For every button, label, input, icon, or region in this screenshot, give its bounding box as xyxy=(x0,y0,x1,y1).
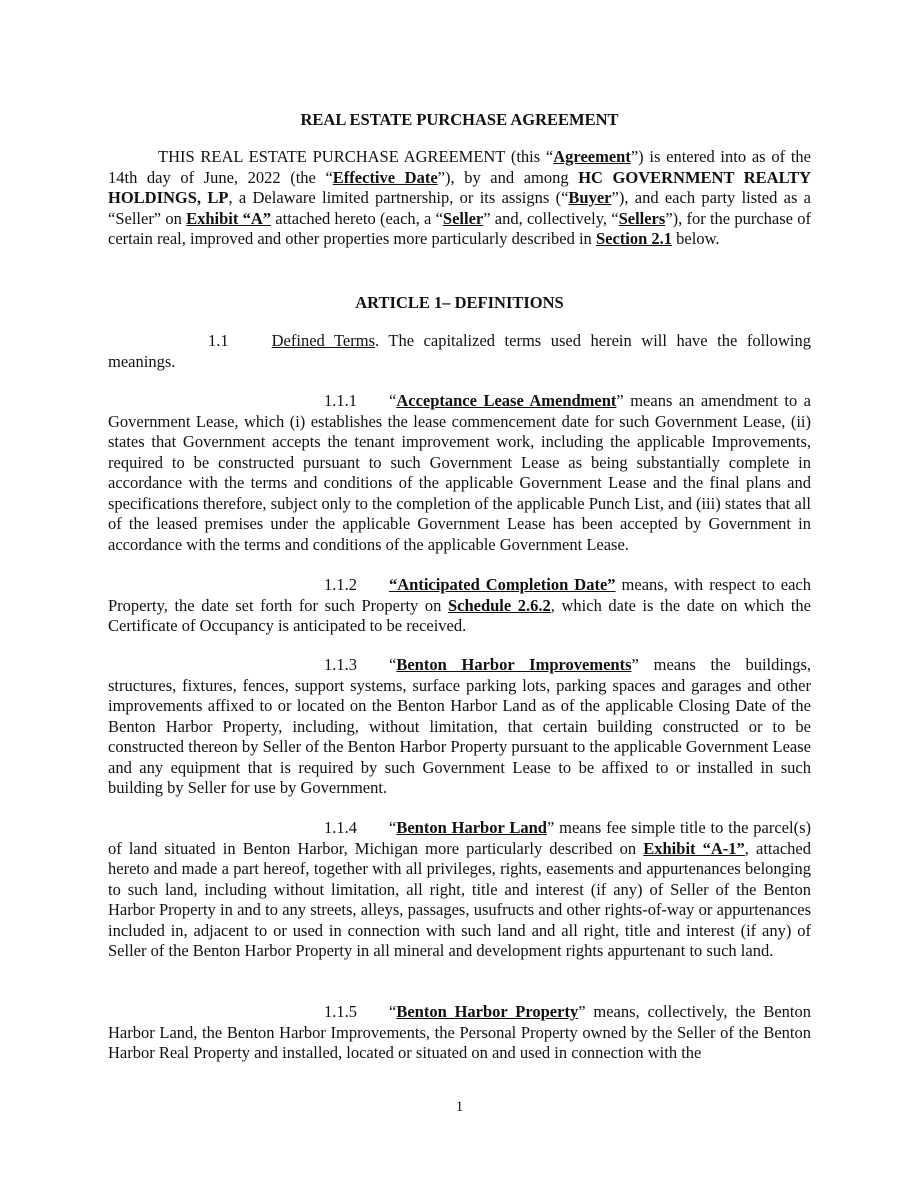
section-2-1-reference: Section 2.1 xyxy=(595,229,673,248)
section-number: 1.1 xyxy=(208,331,229,350)
definition-number: 1.1.2 xyxy=(324,575,357,594)
definition-1-1-2: 1.1.2 “Anticipated Completion Date” means, with respect to each Property, the date set forth for such Property on Schedule 2.6.2, which date is the date on which the Certificate of Occupancy is anticipated to be received. xyxy=(108,575,812,635)
defined-term: “Anticipated Completion Date” xyxy=(389,575,616,594)
section-1-1: 1.1 Defined Terms. The capitalized terms used herein will have the following meanings. xyxy=(108,331,812,371)
buyer-name: HC GOVERNMENT REALTY HOLDINGS, LP xyxy=(108,167,812,207)
defined-term: Benton Harbor Property xyxy=(396,1002,579,1021)
definition-1-1-5: 1.1.5 “Benton Harbor Property” means, collectively, the Benton Harbor Land, the Benton Harbor Improvements, the Personal Property owned by the Seller of the Benton Harbor Real Property and installed, located or situated on and used in connection with the xyxy=(108,1002,811,1062)
defined-term: Acceptance Lease Amendment xyxy=(396,391,617,410)
definition-1-1-4: 1.1.4 “Benton Harbor Land” means fee simple title to the parcel(s) of land situated in Benton Harbor, Michigan more particularly described on Exhibit “A-1”, attached hereto and made a part hereof, together with all privileges, rights, easements and appurtenances belonging to such land, including without limitation, all right, title and interest (if any) of Seller of the Benton Harbor Property in and to any streets, alleys, passages, usufructs and other rights-of-way or appurtenances included in, adjacent to or used in connection with such land and all right, title and interest (if any) of Seller of the Benton Harbor Property in all mineral and development rights appurtenant to such land. xyxy=(108,818,811,960)
article-heading: ARTICLE 1– DEFINITIONS xyxy=(355,293,564,312)
exhibit-a-1-reference: Exhibit “A-1” xyxy=(643,838,745,858)
schedule-reference: Schedule 2.6.2 xyxy=(447,595,551,615)
definition-number: 1.1.5 xyxy=(324,1002,357,1021)
definition-number: 1.1.4 xyxy=(324,818,357,837)
defined-term-seller: Seller xyxy=(442,208,484,228)
defined-term-sellers: Sellers xyxy=(618,208,666,228)
definition-number: 1.1.1 xyxy=(324,391,357,410)
intro-paragraph: THIS REAL ESTATE PURCHASE AGREEMENT (this “Agreement”) is entered into as of the 14th day of June, 2022 (the “Effective Date”), by and among HC GOVERNMENT REALTY HOLDINGS, LP, a Delaware limited partnership, or its assigns (“Buyer”), and each party listed as a “Seller” on Exhibit “A” attached hereto (each, a “Seller” and, collectively, “Sellers”), for the purchase of certain real, improved and other properties more particularly described in Section 2.1 below. xyxy=(108,147,812,248)
defined-term: Benton Harbor Improvements xyxy=(396,655,632,674)
section-heading: Defined Terms xyxy=(271,331,376,350)
defined-term-agreement: Agreement xyxy=(553,147,631,166)
defined-term: Benton Harbor Land xyxy=(396,818,547,837)
exhibit-a-reference: Exhibit “A” xyxy=(186,208,272,228)
document-title: REAL ESTATE PURCHASE AGREEMENT xyxy=(300,110,619,129)
definition-number: 1.1.3 xyxy=(324,655,357,674)
defined-term-effective-date: Effective Date xyxy=(332,167,438,187)
defined-term-buyer: Buyer xyxy=(568,188,612,207)
definition-1-1-1: 1.1.1 “Acceptance Lease Amendment” means an amendment to a Government Lease, which (i) establishes the lease commencement date for such Government Lease, (ii) states that Government accepts the tenant improvement work, including the applicable Improvements, required to be constructed pursuant to such Government Lease as being substantially complete in accordance with the terms and conditions of the applicable Government Lease and the final plans and specifications therefore, subject only to the completion of the applicable Punch List, and (iii) states that all of the leased premises under the applicable Government Lease has been accepted by Government in accordance with the terms and conditions of the applicable Government Lease. xyxy=(108,391,812,554)
page-number: 1 xyxy=(455,1099,464,1115)
definition-1-1-3: 1.1.3 “Benton Harbor Improvements” means the buildings, structures, fixtures, fences, support systems, surface parking lots, parking spaces and garages and other improvements affixed to or located on the Benton Harbor Land as of the applicable Closing Date of the Benton Harbor Property, including, without limitation, that certain building constructed or to be constructed thereon by Seller of the Benton Harbor Property pursuant to the applicable Government Lease and any equipment that is required by such Government Lease to be affixed to or installed in such building by Seller for use by Government. xyxy=(108,655,812,797)
document-page xyxy=(108,0,811,1188)
